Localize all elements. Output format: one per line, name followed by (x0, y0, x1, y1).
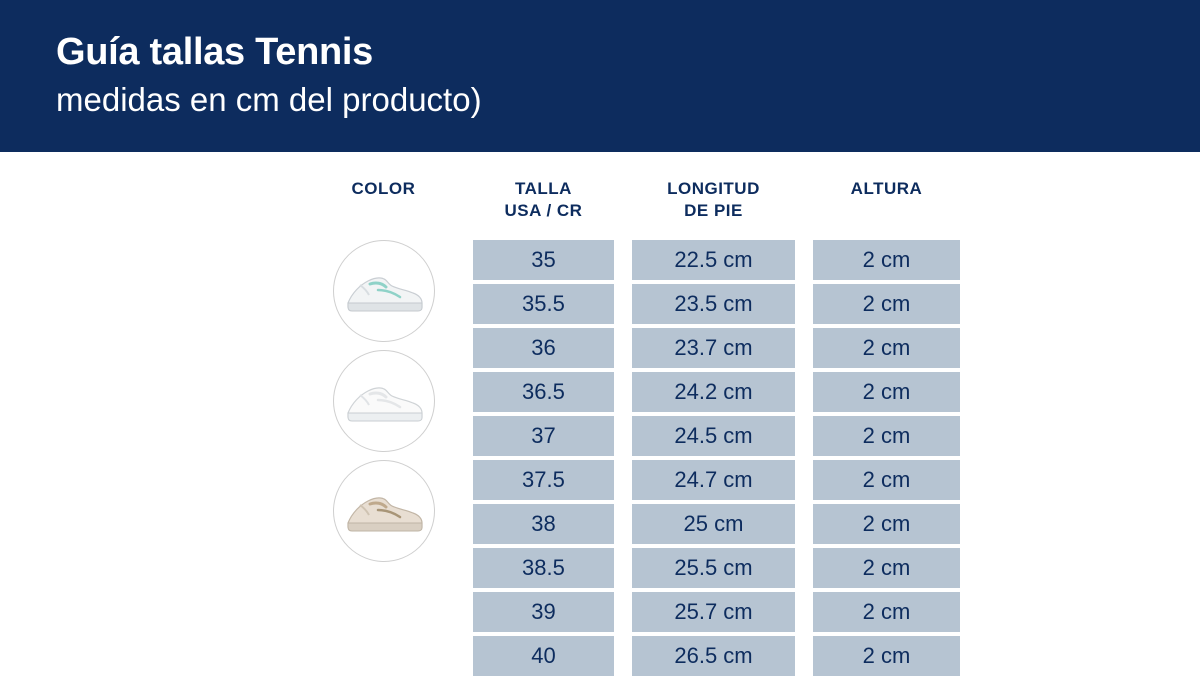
cell-longitud: 25 cm (632, 504, 795, 544)
cell-altura: 2 cm (813, 592, 960, 632)
cell-color (300, 504, 467, 544)
cell-color (300, 548, 467, 588)
column-header-color-line1: COLOR (351, 179, 416, 198)
cell-altura: 2 cm (813, 636, 960, 676)
cell-altura: 2 cm (813, 548, 960, 588)
page-subtitle: medidas en cm del producto) (56, 81, 482, 118)
table-row (300, 460, 960, 500)
cell-longitud: 25.5 cm (632, 548, 795, 588)
cell-talla: 39 (473, 592, 614, 632)
column-header-altura (813, 178, 960, 200)
cell-color (300, 636, 467, 676)
table-header-row (300, 152, 960, 240)
cell-talla: 36.5 (473, 372, 614, 412)
cell-color (300, 372, 467, 412)
table-row (300, 504, 960, 544)
cell-altura: 2 cm (813, 284, 960, 324)
cell-longitud: 24.7 cm (632, 460, 795, 500)
cell-longitud: 23.7 cm (632, 328, 795, 368)
cell-color (300, 284, 467, 324)
table-row (300, 636, 960, 676)
table-row (300, 416, 960, 456)
table-body (300, 240, 960, 676)
cell-longitud: 26.5 cm (632, 636, 795, 676)
table-row (300, 240, 960, 280)
cell-altura: 2 cm (813, 416, 960, 456)
column-header-altura-line1: ALTURA (850, 179, 923, 198)
cell-color (300, 328, 467, 368)
page-header (0, 0, 1200, 152)
column-header-talla-line1: TALLA (514, 179, 572, 198)
cell-talla: 40 (473, 636, 614, 676)
cell-color (300, 592, 467, 632)
cell-color (300, 416, 467, 456)
table-row (300, 548, 960, 588)
column-header-longitud (632, 178, 795, 222)
table-row (300, 284, 960, 324)
table-row (300, 372, 960, 412)
cell-longitud: 24.2 cm (632, 372, 795, 412)
cell-talla: 35 (473, 240, 614, 280)
cell-talla: 38 (473, 504, 614, 544)
cell-altura: 2 cm (813, 504, 960, 544)
cell-talla: 37 (473, 416, 614, 456)
column-header-talla (473, 178, 614, 222)
cell-talla: 37.5 (473, 460, 614, 500)
cell-longitud: 23.5 cm (632, 284, 795, 324)
cell-talla: 36 (473, 328, 614, 368)
cell-longitud: 24.5 cm (632, 416, 795, 456)
column-header-longitud-line1: LONGITUD (667, 179, 760, 198)
table-row (300, 328, 960, 368)
cell-altura: 2 cm (813, 328, 960, 368)
cell-talla: 35.5 (473, 284, 614, 324)
table-row (300, 592, 960, 632)
cell-longitud: 22.5 cm (632, 240, 795, 280)
page-title: Guía tallas Tennis (56, 31, 373, 73)
cell-altura: 2 cm (813, 372, 960, 412)
cell-talla: 38.5 (473, 548, 614, 588)
size-table-area (0, 152, 1200, 697)
size-table (300, 152, 960, 680)
cell-altura: 2 cm (813, 460, 960, 500)
cell-color (300, 240, 467, 280)
cell-longitud: 25.7 cm (632, 592, 795, 632)
column-header-talla-line2: USA / CR (504, 201, 583, 220)
cell-color (300, 460, 467, 500)
column-header-color (300, 178, 467, 200)
cell-altura: 2 cm (813, 240, 960, 280)
column-header-longitud-line2: DE PIE (684, 201, 743, 220)
